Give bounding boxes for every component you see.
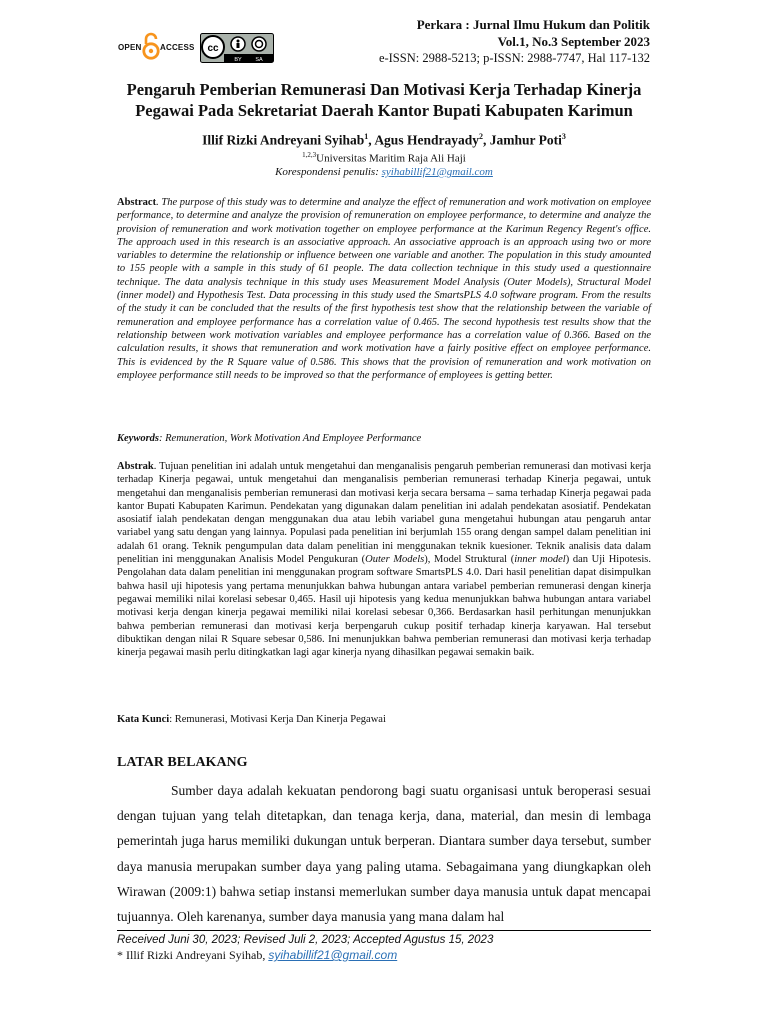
journal-issn: e-ISSN: 2988-5213; p-ISSN: 2988-7747, Hal 117-132 — [378, 51, 650, 65]
correspondence-label: Korespondensi penulis: — [275, 166, 379, 178]
article-title-line-1: Pengaruh Pemberian Remunerasi Dan Motivasi Kerja Terhadap Kinerja — [126, 80, 642, 99]
affiliation-name: Universitas Maritim Raja Ali Haji — [316, 152, 466, 165]
abstract-en-label: Abstract — [117, 197, 157, 208]
page-header — [0, 0, 768, 70]
keywords-english — [117, 432, 651, 445]
section-body — [117, 778, 651, 929]
author-2: Agus Hendrayady — [374, 132, 479, 148]
keywords-en-text: : Remuneration, Work Motivation And Employee Performance — [159, 433, 422, 444]
abstract-id-text-2: ), Model Struktural ( — [424, 554, 515, 566]
journal-name: Perkara : Jurnal Ilmu Hukum dan Politik — [416, 17, 650, 32]
received-dates: Received Juni 30, 2023; Revised Juli 2, 2023; Accepted Agustus 15, 2023 — [117, 934, 494, 946]
section-body-text: Sumber daya adalah kekuatan pendorong bagi suatu organisasi untuk beroperasi sesuai dengan tujuan yang telah ditetapkan, dan tenaga kerja, dana, material, dan mesin di lembaga pemerintah juga harus memiliki dukungan untuk berperan. Diantara sumber daya tersebut, sumber daya manusia merupakan sumber daya yang paling utama. Sebagaimana yang diungkapkan oleh Wirawan (2009:1) bahwa setiap instansi memerlukan sumber daya manusia untuk dapat mencapai tujuannya. Oleh karenanya, sumber daya manusia yang mana dalam hal — [117, 783, 651, 925]
abstract-en-text: . The purpose of this study was to determine and analyze the effect of remuneration and work motivation on employee performance, to determine and analyze the provision of remuneration on employee performance, to determine and analyze the provision of remuneration and work motivation together on employee performance at the Karimun Regency Regent's office. The approach used in this research is an associative approach. An associative approach is an approach using two or more variables to determine the relationship or influence between one variable and another. The population in this study amounted to 155 people with a sample in this study of 61 people. The data collection technique in this study used a questionnaire technique. The data analysis technique in this study uses Measurement Model Analysis (Outer Models), Structural Model (inner model) and Hypothesis Test. Data processing in this study used the SmartsPLS 4.0 software program. From the results of the study it can be concluded that the results of the first hypothesis test show that the relationship between the variable of remuneration and employee performance has a correlation value of 0.465. The second hypothesis test results show that the relationship between work motivation variables and employee performance has a correlation value of 0.366. Based on the calculation results, it shows that remuneration and work motivation have a fairly positive effect on employee performance. This is evidenced by the R Square value of 0.586. This shows that the provision of remuneration and work motivation on employee performance still needs to be improved so that the performance of employees is getting better. — [117, 197, 651, 381]
section-heading: LATAR BELAKANG — [117, 755, 248, 770]
abstract-id-outer-models: Outer Models — [365, 554, 425, 566]
abstract-id-text-1: . Tujuan penelitian ini adalah untuk mengetahui dan menganalisis pengaruh pemberian remunerasi dan motivasi kerja terhadap Kinerja pegawai, untuk mengetahui dan menganalisis pemberian remunerasi terhadap Kinerja pegawai, untuk mengetahui dan menganalisis pemberian remunerasi dan motivasi kerja secara bersama – sama terhadap Kinerja pegawai pada kantor Bupati Kabupaten Karimun. Pendekatan yang digunakan dalam penelitian ini adalah pendekatan asosiatif. Pendekatan asosiatif ialah pendekatan dengan menggunakan dua atau lebih variabel guna mengetahui hubungan atau pengaruh antar variabel yang satu dengan yang lainnya. Populasi pada penelitian ini berjumlah 155 orang dengan sampel dalam penelitian ini adalah 61 orang. Teknik pengumpulan data dalam penelitian ini menggunakan teknik kuesioner. Teknik analisis data dalam penelitian ini menggunakan Analisis Model Pengukuran ( — [117, 461, 651, 566]
journal-info — [379, 16, 650, 67]
affiliation-superscript: 1,2,3 — [302, 151, 317, 159]
affiliation — [110, 151, 658, 165]
article-title-line-2: Pegawai Pada Sekretariat Daerah Kantor Bupati Kabupaten Karimun — [135, 101, 633, 120]
open-access-label-left: OPEN — [118, 43, 142, 52]
footer-divider — [117, 930, 651, 931]
article-title — [110, 79, 658, 121]
keywords-id-text: : Remunerasi, Motivasi Kerja Dan Kinerja Pegawai — [169, 714, 386, 725]
abstract-id-inner-model: inner model — [514, 554, 566, 566]
abstract-indonesian — [117, 460, 651, 659]
author-3: Jamhur Poti — [489, 132, 562, 148]
svg-text:SA: SA — [255, 57, 263, 63]
abstract-id-label: Abstrak — [117, 461, 154, 472]
abstract-id-text-3: ) dan Uji Hipotesis. Pengolahan data dalam penelitian ini menggunakan program software SmartsPLS 4.0. Dari hasil penelitian dapat disimpulkan bahwa hasil uji hipotesis yang pertama menunjukkan bahwa hubungan antara variabel pemberian remunerasi dengan kinerja pegawai memiliki nilai korelasi sebesar 0,465. Hasil uji hipotesis yang kedua menunjukkan bahwa hubungan antara variabel motivasi kerja dengan kinerja pegawai memiliki nilai korelasi sebesar 0,366. Berdasarkan hasil perhitungan menunjukkan bahwa pemberian remunerasi dan motivasi kerja berpengaruh cukup positif terhadap kinerja karyawan. Hal tersebut dibuktikan dengan nilai R Square sebesar 0,586. Ini menunjukkan bahwa pemberian remunerasi dan motivasi kerja terhadap kinerja pegawai masih perlu ditingkatkan lagi agar kinerja nyang dihasilkan pegawai semakin baik. — [117, 554, 651, 659]
author-footnote — [117, 948, 397, 963]
journal-volume: Vol.1, No.3 September 2023 — [497, 34, 650, 49]
abstract-english — [117, 196, 651, 382]
svg-text:BY: BY — [234, 57, 242, 63]
cc-by-sa-license-icon — [200, 33, 274, 63]
svg-text:cc: cc — [207, 43, 219, 54]
keywords-id-label: Kata Kunci — [117, 714, 170, 725]
correspondence-email-link[interactable]: syihabillif21@gmail.com — [381, 166, 493, 178]
correspondence — [110, 166, 658, 178]
author-footnote-name: * Illif Rizki Andreyani Syihab, — [117, 948, 266, 962]
author-footnote-email-link[interactable]: syihabillif21@gmail.com — [268, 948, 398, 962]
author-1: Illif Rizki Andreyani Syihab — [202, 132, 365, 148]
keywords-indonesian — [117, 713, 651, 726]
open-access-lock-icon — [141, 32, 161, 60]
keywords-en-label: Keywords — [117, 433, 159, 444]
author-list: Illif Rizki Andreyani Syihab$^1$, Agus Hendrayady$^2$, Jamhur Poti$^3$ — [202, 132, 566, 148]
open-access-label-right: ACCESS — [160, 43, 195, 52]
